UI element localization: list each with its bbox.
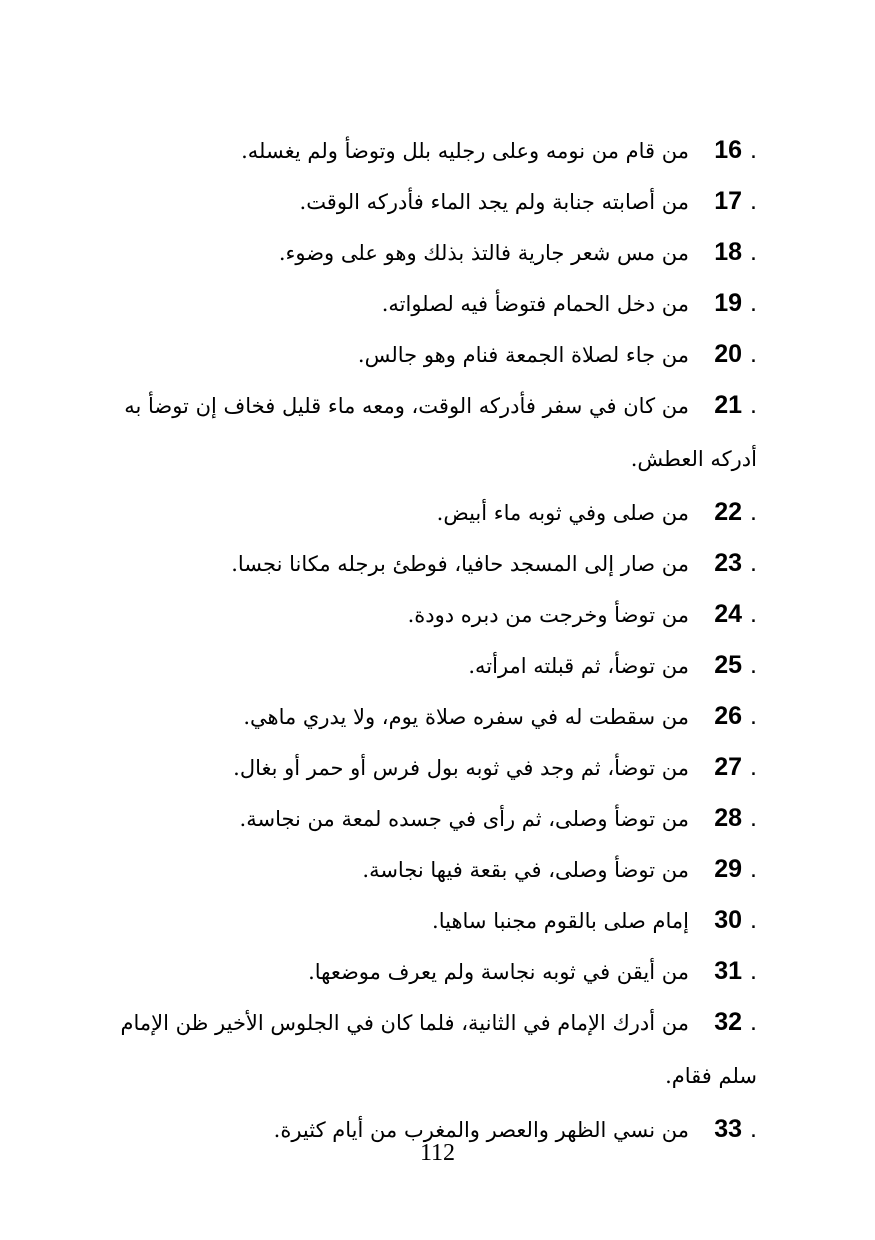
- item-text: من أصابته جنابة ولم يجد الماء فأدركه الوقت.: [299, 190, 689, 214]
- list-item: [112, 793, 757, 844]
- item-text: من أدرك الإمام في الثانية، فلما كان في الجلوس الأخير ظن الإمام سلم فقام.: [120, 1011, 757, 1088]
- item-text: من دخل الحمام فتوضأ فيه لصلواته.: [381, 292, 689, 316]
- list-item: [112, 487, 757, 538]
- item-number: 21 .: [714, 391, 757, 419]
- page-number: 112: [419, 1140, 456, 1166]
- item-number: 20 .: [714, 340, 757, 368]
- item-number: 18 .: [714, 238, 757, 266]
- item-number: 19 .: [714, 289, 757, 317]
- item-number: 32 .: [714, 1008, 757, 1036]
- list-item: [112, 691, 757, 742]
- item-number: 31 .: [714, 957, 757, 985]
- item-number: 16 .: [714, 136, 757, 164]
- item-number: 29 .: [714, 855, 757, 883]
- list-item: [112, 997, 757, 1104]
- list-item: [112, 895, 757, 946]
- item-text: من نسي الظهر والعصر والمغرب من أيام كثيرة.: [273, 1118, 689, 1142]
- list-item: [112, 278, 757, 329]
- item-text: من صار إلى المسجد حافيا، فوطئ برجله مكانا نجسا.: [231, 552, 689, 576]
- item-number: 24 .: [714, 600, 757, 628]
- list-item: [112, 589, 757, 640]
- item-number: 26 .: [714, 702, 757, 730]
- numbered-list: [112, 125, 757, 1155]
- item-number: 27 .: [714, 753, 757, 781]
- item-text: إمام صلى بالقوم مجنبا ساهيا.: [432, 909, 689, 933]
- item-text: من توضأ وصلى، ثم رأى في جسده لمعة من نجاسة.: [239, 807, 689, 831]
- item-text: من توضأ، ثم قبلته امرأته.: [468, 654, 689, 678]
- item-number: 23 .: [714, 549, 757, 577]
- item-text: من توضأ، ثم وجد في ثوبه بول فرس أو حمر أو بغال.: [233, 756, 689, 780]
- list-item: [112, 742, 757, 793]
- list-item: [112, 844, 757, 895]
- item-text: من صلى وفي ثوبه ماء أبيض.: [436, 501, 689, 525]
- list-item: [112, 380, 757, 487]
- list-item: [112, 227, 757, 278]
- item-text: من أيقن في ثوبه نجاسة ولم يعرف موضعها.: [308, 960, 689, 984]
- list-item: [112, 176, 757, 227]
- item-number: 30 .: [714, 906, 757, 934]
- item-text: من قام من نومه وعلى رجليه بلل وتوضأ ولم يغسله.: [241, 139, 689, 163]
- item-number: 25 .: [714, 651, 757, 679]
- list-item: [112, 329, 757, 380]
- list-item: [112, 946, 757, 997]
- list-item: [112, 538, 757, 589]
- item-number: 22 .: [714, 498, 757, 526]
- item-text: من جاء لصلاة الجمعة فنام وهو جالس.: [357, 343, 689, 367]
- item-number: 17 .: [714, 187, 757, 215]
- item-text: من كان في سفر فأدركه الوقت، ومعه ماء قليل فخاف إن توضأ به أدركه العطش.: [124, 394, 757, 471]
- list-item: [112, 125, 757, 176]
- item-text: من مس شعر جارية فالتذ بذلك وهو على وضوء.: [278, 241, 689, 265]
- list-item: [112, 640, 757, 691]
- item-text: من توضأ وصلى، في بقعة فيها نجاسة.: [362, 858, 689, 882]
- item-text: من سقطت له في سفره صلاة يوم، ولا يدري ماهي.: [243, 705, 689, 729]
- item-number: 28 .: [714, 804, 757, 832]
- item-number: 33 .: [714, 1115, 757, 1143]
- item-text: من توضأ وخرجت من دبره دودة.: [407, 603, 689, 627]
